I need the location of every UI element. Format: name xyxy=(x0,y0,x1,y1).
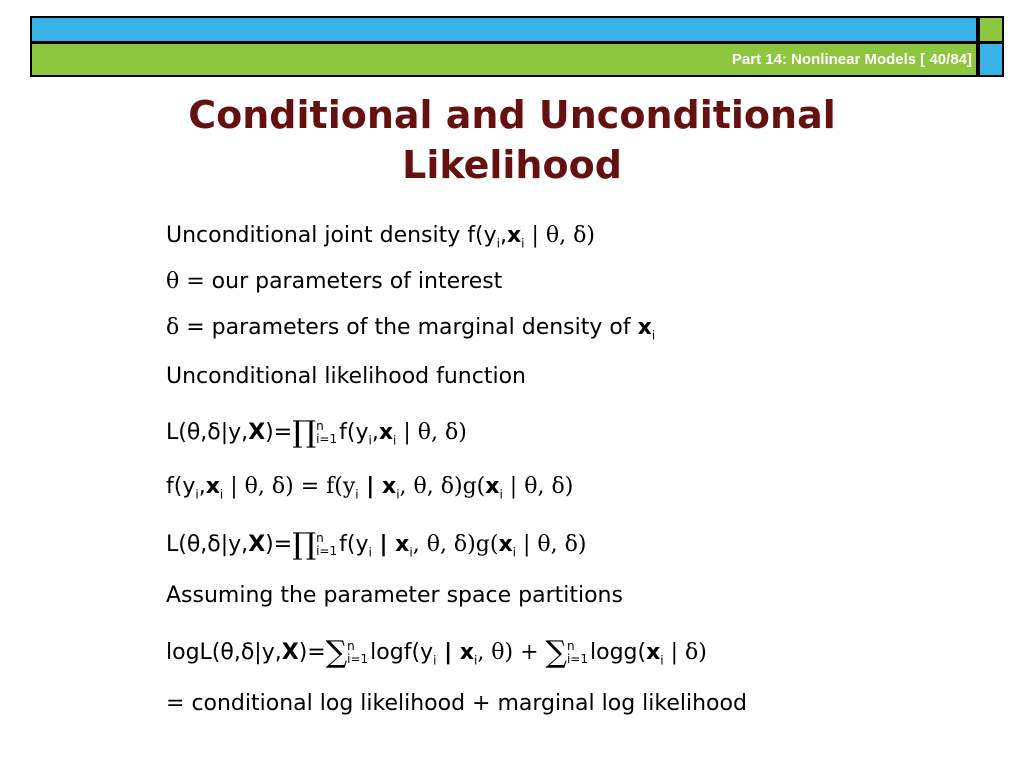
equation-token: )= xyxy=(265,532,293,557)
equation-token: X xyxy=(248,532,266,557)
equation-line-6 xyxy=(166,472,573,509)
sum-symbol: ∑ xyxy=(545,635,567,670)
equation-token: i xyxy=(496,236,500,251)
equation-token: i xyxy=(499,487,503,502)
equation-token: x xyxy=(485,474,500,499)
operator-limits xyxy=(316,532,337,558)
equation-line-8 xyxy=(166,581,623,611)
equation-token: i xyxy=(368,545,372,560)
header-corner-square-top xyxy=(978,16,1004,43)
equation-token: x xyxy=(646,640,661,665)
equation-token: logL(θ,δ|y, xyxy=(166,640,282,665)
equation-token: = xyxy=(166,691,192,716)
equation-token: | xyxy=(358,474,382,499)
header-corner-square-bottom xyxy=(978,42,1004,77)
slide-title xyxy=(0,90,1024,190)
equation-token: i=1 xyxy=(347,652,369,666)
equation-token: n xyxy=(347,639,355,653)
equation-token: Unconditional likelihood function xyxy=(166,364,526,389)
equation-token: i xyxy=(409,545,413,560)
equation-line-9 xyxy=(166,635,707,675)
equation-token: i xyxy=(651,328,656,343)
equation-token: Assuming the parameter space partitions xyxy=(166,583,623,608)
equation-token: i xyxy=(396,487,400,502)
equation-token: , xyxy=(198,474,206,499)
equation-token: , θ, δ)g( xyxy=(399,474,486,499)
equation-line-2 xyxy=(166,267,502,297)
equation-token: i=1 xyxy=(316,432,338,446)
equation-token: x xyxy=(382,474,397,499)
equation-token: x xyxy=(459,640,474,665)
equation-token: )= xyxy=(265,420,293,445)
equation-token: i xyxy=(355,487,359,502)
header-bar-top xyxy=(30,16,978,43)
equation-token: θ = xyxy=(166,269,212,294)
equation-token: | δ) xyxy=(663,640,707,665)
equation-token: = parameters of the marginal density of xyxy=(179,315,638,340)
equation-token: i xyxy=(512,545,516,560)
equation-token: x xyxy=(395,532,410,557)
sum-symbol: ∑ xyxy=(325,635,348,670)
equation-token: | xyxy=(436,640,460,665)
equation-token: x xyxy=(506,223,522,248)
equation-token: i=1 xyxy=(316,544,338,558)
equation-token: i xyxy=(219,487,224,502)
equation-token: L(θ,δ|y, xyxy=(166,420,249,445)
equation-token: i xyxy=(368,433,372,448)
equation-token: f(y xyxy=(339,532,369,557)
equation-token: i xyxy=(521,236,525,251)
equation-token: logf(y xyxy=(370,640,434,665)
equation-token: δ xyxy=(166,315,180,340)
equation-token: , xyxy=(499,223,507,248)
equation-token: n xyxy=(316,419,324,433)
equation-line-10 xyxy=(166,689,747,719)
equation-token: | θ, δ) xyxy=(524,223,595,248)
equation-token: i=1 xyxy=(566,652,588,666)
equation-token: i xyxy=(473,653,478,668)
equation-token: )= xyxy=(298,640,326,665)
equation-token: L(θ,δ|y, xyxy=(166,532,249,557)
equation-token: x xyxy=(498,532,513,557)
equation-line-3 xyxy=(166,313,655,350)
equation-token: | θ, δ) xyxy=(515,532,587,557)
equation-line-7 xyxy=(166,527,587,567)
equation-token: | θ, δ) = f(y xyxy=(223,474,356,499)
product-symbol: ∏ xyxy=(292,527,317,562)
equation-token: f(y xyxy=(166,474,196,499)
equation-token: x xyxy=(378,420,394,445)
equation-token: f(y xyxy=(339,420,369,445)
equation-token: X xyxy=(248,420,266,445)
equation-token: conditional log likelihood + marginal log likelihood xyxy=(191,691,747,716)
equation-token: , xyxy=(371,420,379,445)
equation-token: | θ, δ) xyxy=(502,474,574,499)
equation-token: i xyxy=(393,433,397,448)
equation-token: Unconditional joint density f(y xyxy=(166,223,497,248)
equation-token: X xyxy=(281,640,299,665)
equation-token: n xyxy=(566,639,575,653)
equation-line-4 xyxy=(166,362,526,392)
product-symbol: ∏ xyxy=(292,415,317,450)
equation-token: n xyxy=(316,531,324,545)
slide-title-line-1: Conditional and Unconditional xyxy=(188,93,836,137)
operator-limits xyxy=(316,420,337,446)
slide-title-line-2: Likelihood xyxy=(402,143,622,187)
slide-part-label: Part 14: Nonlinear Models [ 40/84] xyxy=(731,51,972,68)
equation-token: | θ, δ) xyxy=(396,420,467,445)
equation-token: i xyxy=(660,653,664,668)
operator-limits xyxy=(347,640,368,666)
equation-token: , θ, δ)g( xyxy=(412,532,499,557)
operator-limits xyxy=(567,640,588,666)
equation-token: , θ) + xyxy=(477,640,546,665)
equation-line-1 xyxy=(166,221,595,258)
equation-token: x xyxy=(205,474,220,499)
equation-token: x xyxy=(637,315,652,340)
equation-token: i xyxy=(433,653,437,668)
equation-token: logg( xyxy=(590,640,647,665)
equation-token: i xyxy=(195,487,199,502)
equation-line-5 xyxy=(166,415,467,455)
equation-token: | xyxy=(371,532,396,557)
equation-token: our parameters of interest xyxy=(211,269,503,294)
